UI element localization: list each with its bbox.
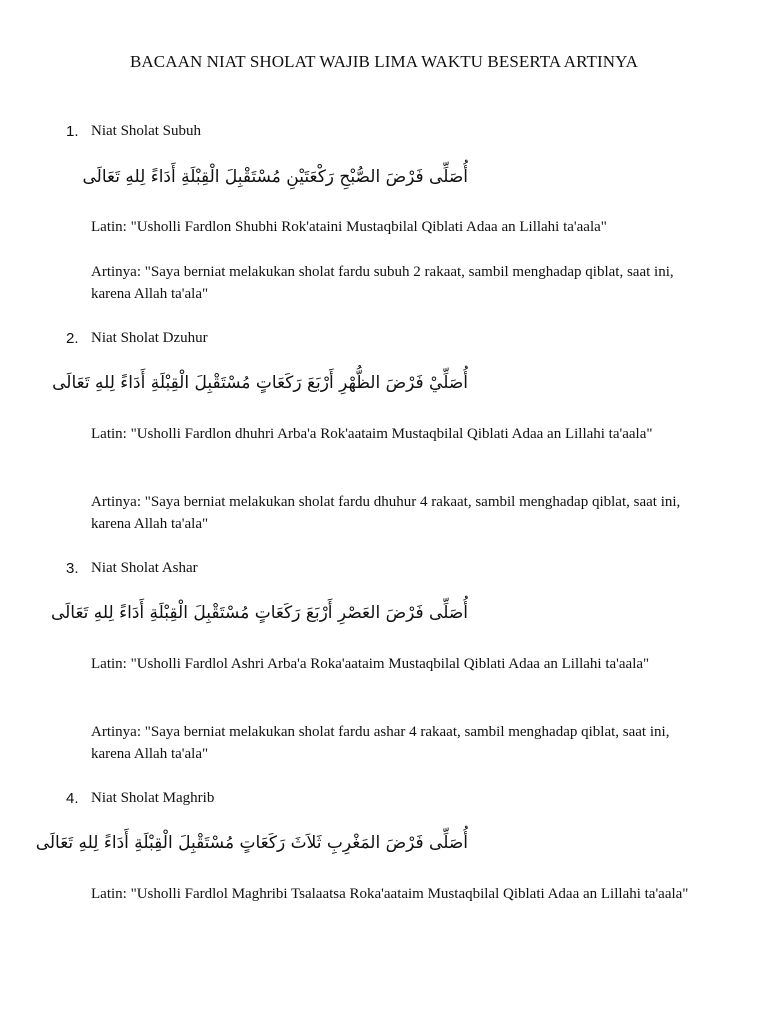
latin-text: Latin: "Usholli Fardlon dhuhri Arba'a Rok'aataim Mustaqbilal Qiblati Adaa an Lillahi ta'aala": [91, 426, 653, 442]
translation-text: Artinya: "Saya berniat melakukan sholat fardu ashar 4 rakaat, sambil menghadap qiblat, saat ini, karena Allah ta'ala": [91, 724, 670, 762]
latin-text: Latin: "Usholli Fardlol Ashri Arba'a Roka'aataim Mustaqbilal Qiblati Adaa an Lillahi ta'aala": [91, 656, 650, 672]
latin-text: Latin: "Usholli Fardlon Shubhi Rok'ataini Mustaqbilal Qiblati Adaa an Lillahi ta'aala": [91, 219, 607, 235]
translation-text: Artinya: "Saya berniat melakukan sholat fardu subuh 2 rakaat, sambil menghadap qiblat, saat ini, karena Allah ta'ala": [91, 264, 674, 302]
section-heading: Niat Sholat Subuh: [91, 123, 202, 139]
arabic-text: أُصَلِّى فَرْضَ العَصْرِ أَرْبَعَ رَكَعَاتٍ مُسْتَقْبِلَ الْقِبْلَةِ أَدَاءً لِلهِ تَعَالَى: [50, 603, 468, 623]
section-heading: Niat Sholat Ashar: [91, 560, 198, 576]
section-heading: Niat Sholat Dzuhur: [91, 330, 208, 346]
section-heading: Niat Sholat Maghrib: [91, 790, 215, 806]
translation-text: Artinya: "Saya berniat melakukan sholat fardu dhuhur 4 rakaat, sambil menghadap qiblat, saat ini, karena Allah ta'ala": [91, 494, 681, 532]
arabic-text: أُصَلِّى فَرْضَ المَغْرِبِ ثَلاَثَ رَكَعَاتٍ مُسْتَقْبِلَ الْقِبْلَةِ أَدَاءً لِلهِ تَعَالَى: [35, 833, 468, 853]
arabic-text: أُصَلِّى فَرْضَ الصُّبْحِ رَكْعَتَيْنِ مُسْتَقْبِلَ الْقِبْلَةِ أَدَاءً لِلهِ تَعَالَى: [82, 167, 468, 187]
latin-text: Latin: "Usholli Fardlol Maghribi Tsalaatsa Roka'aataim Mustaqbilal Qiblati Adaa an Lillahi ta'aala": [91, 886, 689, 902]
page-title: BACAAN NIAT SHOLAT WAJIB LIMA WAKTU BESERTA ARTINYA: [129, 52, 639, 71]
list-number: 3.: [66, 560, 79, 577]
list-number: 4.: [66, 790, 79, 807]
list-number: 2.: [66, 330, 79, 347]
list-number: 1.: [66, 123, 79, 140]
arabic-text: أُصَلِّيْ فَرْضَ الظُّهْرِ أَرْبَعَ رَكَعَاتٍ مُسْتَقْبِلَ الْقِبْلَةِ أَدَاءً لِلهِ تَعَالَى: [52, 373, 468, 393]
